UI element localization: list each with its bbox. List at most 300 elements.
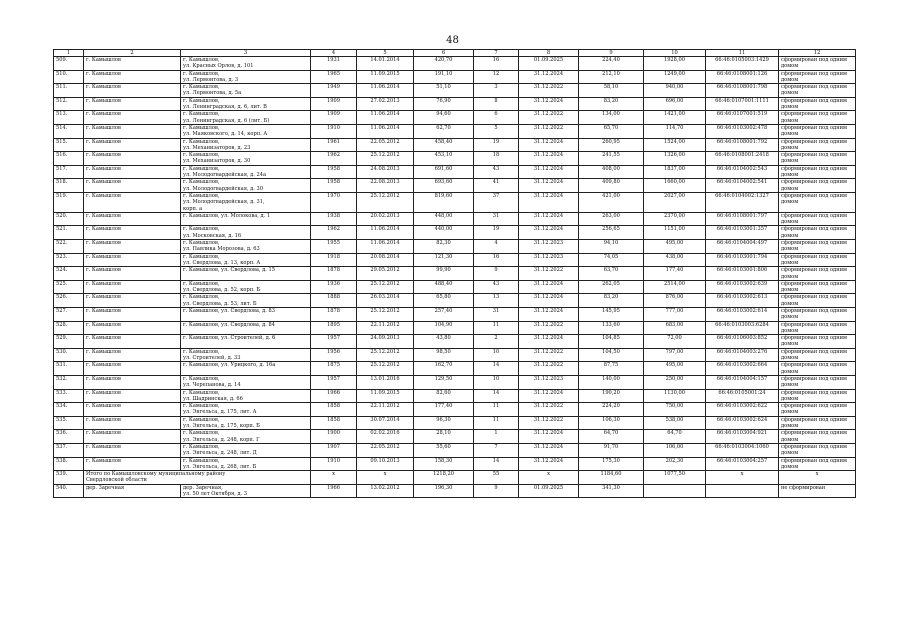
cadastral-number-cell: 66:46:0104002:541 bbox=[706, 179, 779, 193]
area-cell: 408,00 bbox=[579, 165, 644, 179]
area-cell: 82,60 bbox=[414, 389, 474, 403]
deadline-cell: 31.12.2022 bbox=[519, 416, 579, 430]
area-cell: 224,40 bbox=[579, 57, 644, 71]
total-cell: x bbox=[311, 471, 357, 485]
land-status-cell: сформирован под одним домом bbox=[779, 111, 856, 125]
land-area-cell: 1326,00 bbox=[644, 152, 706, 166]
residents-cell: 41 bbox=[474, 179, 519, 193]
municipality-cell: г. Камышлов bbox=[84, 212, 181, 226]
municipality-cell: г. Камышлов bbox=[84, 192, 181, 212]
area-cell: 453,10 bbox=[414, 152, 474, 166]
year-cell: 1958 bbox=[311, 165, 357, 179]
residents-cell: 43 bbox=[474, 165, 519, 179]
municipality-cell: г. Камышлов bbox=[84, 443, 181, 457]
land-area-cell: 1151,00 bbox=[644, 226, 706, 240]
address-cell: г. Камышлов, ул. Ленинградская, д. 6 (лит. Б) bbox=[181, 111, 311, 125]
residents-cell: 4 bbox=[474, 240, 519, 254]
date-cell: 24.08.2013 bbox=[357, 165, 414, 179]
address-cell: г. Камышлов, ул. Строителей, д. 33 bbox=[181, 348, 311, 362]
area-cell: 458,40 bbox=[414, 138, 474, 152]
row-number: 511. bbox=[54, 84, 84, 98]
total-cell: x bbox=[519, 471, 579, 485]
address-cell: г. Камышлов, ул. Молодогвардейская, д. 30 bbox=[181, 179, 311, 193]
area-cell: 83,20 bbox=[579, 97, 644, 111]
row-number: 537. bbox=[54, 443, 84, 457]
municipality-cell: г. Камышлов bbox=[84, 280, 181, 294]
area-cell: 420,70 bbox=[414, 57, 474, 71]
deadline-cell: 31.12.2024 bbox=[519, 280, 579, 294]
table-row bbox=[54, 416, 856, 430]
land-area-cell: 1421,00 bbox=[644, 111, 706, 125]
year-cell: 1878 bbox=[311, 307, 357, 321]
address-cell: г. Камышлов, ул. Энгельса, д. 268, лит. Б bbox=[181, 457, 311, 471]
residents-cell: 11 bbox=[474, 403, 519, 417]
land-status-cell: сформирован под одним домом bbox=[779, 443, 856, 457]
date-cell: 11.06.2014 bbox=[357, 240, 414, 254]
residents-cell: 6 bbox=[474, 111, 519, 125]
land-status-cell: сформирован под одним домом bbox=[779, 212, 856, 226]
deadline-cell: 31.12.2024 bbox=[519, 389, 579, 403]
deadline-cell: 31.12.2024 bbox=[519, 192, 579, 212]
municipality-cell: г. Камышлов bbox=[84, 152, 181, 166]
deadline-cell: 31.12.2023 bbox=[519, 253, 579, 267]
table-row bbox=[54, 457, 856, 471]
total-cell: x bbox=[706, 471, 779, 485]
date-cell: 22.11.2012 bbox=[357, 321, 414, 335]
land-status-cell: сформирован под одним домом bbox=[779, 294, 856, 308]
land-status-cell: сформирован под одним домом bbox=[779, 457, 856, 471]
area-cell: 212,10 bbox=[579, 70, 644, 84]
row-number: 514. bbox=[54, 124, 84, 138]
date-cell: 09.10.2013 bbox=[357, 457, 414, 471]
residents-cell: 37 bbox=[474, 192, 519, 212]
deadline-cell: 31.12.2023 bbox=[519, 375, 579, 389]
land-status-cell: сформирован под одним домом bbox=[779, 124, 856, 138]
municipality-cell: г. Камышлов bbox=[84, 226, 181, 240]
municipality-cell: г. Камышлов bbox=[84, 57, 181, 71]
address-cell: г. Камышлов, ул. Свердлова, д. 84 bbox=[181, 321, 311, 335]
year-cell: 1858 bbox=[311, 416, 357, 430]
row-number: 521. bbox=[54, 226, 84, 240]
land-area-cell: 696,00 bbox=[644, 97, 706, 111]
land-status-cell: сформирован под одним домом bbox=[779, 375, 856, 389]
row-number: 532. bbox=[54, 375, 84, 389]
table-row bbox=[54, 253, 856, 267]
year-cell: 1956 bbox=[311, 348, 357, 362]
municipality-cell: г. Камышлов bbox=[84, 138, 181, 152]
deadline-cell: 31.12.2024 bbox=[519, 212, 579, 226]
total-cell: 55 bbox=[474, 471, 519, 485]
land-area-cell: 876,00 bbox=[644, 294, 706, 308]
address-cell: г. Камышлов, ул. Красных Орлов, д. 101 bbox=[181, 57, 311, 71]
address-cell: г. Камышлов, ул. Свердлова, д. 83 bbox=[181, 307, 311, 321]
residents-cell: 14 bbox=[474, 362, 519, 376]
area-cell: 94,60 bbox=[414, 111, 474, 125]
municipality-cell: г. Камышлов bbox=[84, 294, 181, 308]
address-cell: г. Камышлов, ул. Молодогвардейская, д. 31, корп. а bbox=[181, 192, 311, 212]
row-number: 516. bbox=[54, 152, 84, 166]
residents-cell: 43 bbox=[474, 280, 519, 294]
year-cell: 1910 bbox=[311, 457, 357, 471]
land-status-cell: сформирован под одним домом bbox=[779, 84, 856, 98]
area-cell: 241,55 bbox=[579, 152, 644, 166]
table-row bbox=[54, 124, 856, 138]
municipality-cell: г. Камышлов bbox=[84, 165, 181, 179]
column-header: 4 bbox=[311, 50, 357, 57]
area-cell: 260,95 bbox=[579, 138, 644, 152]
table-row bbox=[54, 179, 856, 193]
land-status-cell: сформирован под одним домом bbox=[779, 97, 856, 111]
year-cell: 1966 bbox=[311, 389, 357, 403]
table-row bbox=[54, 430, 856, 444]
row-number: 533. bbox=[54, 389, 84, 403]
total-row bbox=[54, 471, 856, 485]
residents-cell: 12 bbox=[474, 70, 519, 84]
land-status-cell: сформирован под одним домом bbox=[779, 253, 856, 267]
column-header: 7 bbox=[474, 50, 519, 57]
column-header: 10 bbox=[644, 50, 706, 57]
address-cell: г. Камышлов, ул. Свердлова, д. 15 bbox=[181, 267, 311, 281]
table-row bbox=[54, 294, 856, 308]
deadline-cell: 01.09.2025 bbox=[519, 484, 579, 498]
year-cell: 1858 bbox=[311, 403, 357, 417]
residents-cell: 9 bbox=[474, 267, 519, 281]
total-cell: 1218,20 bbox=[414, 471, 474, 485]
cadastral-number-cell: 66:46:0103004:921 bbox=[706, 430, 779, 444]
land-area-cell: 250,00 bbox=[644, 375, 706, 389]
area-cell: 263,00 bbox=[579, 212, 644, 226]
year-cell: 1962 bbox=[311, 226, 357, 240]
residents-cell: 10 bbox=[474, 348, 519, 362]
land-status-cell: сформирован под одним домом bbox=[779, 70, 856, 84]
land-area-cell bbox=[644, 484, 706, 498]
address-cell: г. Камышлов, ул. Механизаторов, д. 30 bbox=[181, 152, 311, 166]
land-area-cell: 72,00 bbox=[644, 335, 706, 349]
table-row bbox=[54, 403, 856, 417]
municipality-cell: г. Камышлов bbox=[84, 430, 181, 444]
table-row bbox=[54, 362, 856, 376]
area-cell: 262,05 bbox=[579, 280, 644, 294]
row-number: 523. bbox=[54, 253, 84, 267]
page-number: 48 bbox=[446, 35, 459, 46]
date-cell: 27.02.2013 bbox=[357, 97, 414, 111]
area-cell: 691,60 bbox=[414, 165, 474, 179]
area-cell: 145,95 bbox=[579, 307, 644, 321]
residents-cell: 13 bbox=[474, 294, 519, 308]
residents-cell: 10 bbox=[474, 375, 519, 389]
area-cell: 76,90 bbox=[414, 97, 474, 111]
year-cell: 1958 bbox=[311, 179, 357, 193]
residents-cell: 31 bbox=[474, 307, 519, 321]
residents-cell: 16 bbox=[474, 253, 519, 267]
area-cell: 177,40 bbox=[414, 403, 474, 417]
area-cell: 256,65 bbox=[579, 226, 644, 240]
land-area-cell: 114,70 bbox=[644, 124, 706, 138]
land-area-cell: 438,00 bbox=[644, 253, 706, 267]
year-cell: 1918 bbox=[311, 253, 357, 267]
land-status-cell: сформирован под одним домом bbox=[779, 403, 856, 417]
year-cell: 1962 bbox=[311, 152, 357, 166]
municipality-cell: дер. Заречная bbox=[84, 484, 181, 498]
deadline-cell: 31.12.2024 bbox=[519, 294, 579, 308]
address-cell: г. Камышлов, ул. Молодогвардейская, д. 24а bbox=[181, 165, 311, 179]
year-cell: 1965 bbox=[311, 70, 357, 84]
deadline-cell: 31.12.2024 bbox=[519, 179, 579, 193]
area-cell: 91,70 bbox=[579, 443, 644, 457]
table-row bbox=[54, 192, 856, 212]
land-status-cell: сформирован под одним домом bbox=[779, 240, 856, 254]
area-cell: 421,00 bbox=[579, 192, 644, 212]
date-cell: 20.02.2013 bbox=[357, 212, 414, 226]
deadline-cell: 31.12.2022 bbox=[519, 84, 579, 98]
residents-cell: 14 bbox=[474, 389, 519, 403]
column-header: 8 bbox=[519, 50, 579, 57]
table-row bbox=[54, 70, 856, 84]
land-area-cell: 2027,00 bbox=[644, 192, 706, 212]
cadastral-number-cell: 66:46:0108001:2418 bbox=[706, 152, 779, 166]
deadline-cell: 31.12.2024 bbox=[519, 70, 579, 84]
land-status-cell: сформирован под одним домом bbox=[779, 226, 856, 240]
address-cell: г. Камышлов, ул. Свердлова, д. 52, корп. Б bbox=[181, 280, 311, 294]
date-cell: 20.08.2014 bbox=[357, 253, 414, 267]
row-number: 527. bbox=[54, 307, 84, 321]
address-cell: г. Камышлов, ул. Энгельса, д. 248, корп. Г bbox=[181, 430, 311, 444]
land-status-cell: сформирован под одним домом bbox=[779, 152, 856, 166]
municipality-cell: г. Камышлов bbox=[84, 362, 181, 376]
address-cell: г. Камышлов, ул. Молокова, д. 1 bbox=[181, 212, 311, 226]
row-number: 524. bbox=[54, 267, 84, 281]
row-number: 531. bbox=[54, 362, 84, 376]
area-cell: 819,60 bbox=[414, 192, 474, 212]
date-cell: 22.11.2012 bbox=[357, 403, 414, 417]
municipality-cell: г. Камышлов bbox=[84, 111, 181, 125]
residents-cell: 5 bbox=[474, 124, 519, 138]
municipality-cell: г. Камышлов bbox=[84, 70, 181, 84]
row-number: 536. bbox=[54, 430, 84, 444]
table-row bbox=[54, 335, 856, 349]
table-row bbox=[54, 443, 856, 457]
area-cell: 63,70 bbox=[579, 267, 644, 281]
land-status-cell: сформирован под одним домом bbox=[779, 348, 856, 362]
deadline-cell: 31.12.2022 bbox=[519, 403, 579, 417]
address-cell: г. Камышлов, ул. Энгельса, д. 248, лит. Д bbox=[181, 443, 311, 457]
row-number: 526. bbox=[54, 294, 84, 308]
deadline-cell: 31.12.2022 bbox=[519, 321, 579, 335]
land-status-cell: сформирован под одним домом bbox=[779, 165, 856, 179]
row-number: 509. bbox=[54, 57, 84, 71]
row-number: 522. bbox=[54, 240, 84, 254]
area-cell: 62,70 bbox=[414, 124, 474, 138]
address-cell: г. Камышлов, ул. Шадринская, д. 66 bbox=[181, 389, 311, 403]
table-row bbox=[54, 111, 856, 125]
table-row bbox=[54, 138, 856, 152]
table-row bbox=[54, 280, 856, 294]
date-cell: 14.01.2014 bbox=[357, 57, 414, 71]
deadline-cell: 31.12.2024 bbox=[519, 443, 579, 457]
date-cell: 11.06.2014 bbox=[357, 226, 414, 240]
row-number: 530. bbox=[54, 348, 84, 362]
area-cell: 64,70 bbox=[579, 430, 644, 444]
year-cell: 1875 bbox=[311, 362, 357, 376]
area-cell: 58,10 bbox=[579, 84, 644, 98]
table-row bbox=[54, 484, 856, 498]
row-number: 534. bbox=[54, 403, 84, 417]
deadline-cell: 31.12.2022 bbox=[519, 267, 579, 281]
date-cell: 11.06.2014 bbox=[357, 124, 414, 138]
area-cell: 190,20 bbox=[579, 389, 644, 403]
land-status-cell: сформирован под одним домом bbox=[779, 389, 856, 403]
deadline-cell: 31.12.2023 bbox=[519, 240, 579, 254]
cadastral-number-cell: 66:46:0103002:624 bbox=[706, 416, 779, 430]
area-cell: 99,90 bbox=[414, 267, 474, 281]
year-cell: 1966 bbox=[311, 484, 357, 498]
residents-cell: 1 bbox=[474, 430, 519, 444]
address-cell: г. Камышлов, ул. Лермонтова, д. 3 bbox=[181, 70, 311, 84]
area-cell: 488,40 bbox=[414, 280, 474, 294]
area-cell: 104,85 bbox=[579, 335, 644, 349]
date-cell: 22.05.2012 bbox=[357, 138, 414, 152]
row-number: 519. bbox=[54, 192, 84, 212]
land-area-cell: 495,00 bbox=[644, 240, 706, 254]
area-cell: 191,10 bbox=[414, 70, 474, 84]
land-area-cell: 683,00 bbox=[644, 321, 706, 335]
area-cell: 129,50 bbox=[414, 375, 474, 389]
area-cell: 133,60 bbox=[579, 321, 644, 335]
area-cell: 448,00 bbox=[414, 212, 474, 226]
cadastral-number-cell: 66:46:0103002:478 bbox=[706, 124, 779, 138]
year-cell: 1955 bbox=[311, 240, 357, 254]
municipality-cell: г. Камышлов bbox=[84, 179, 181, 193]
municipality-cell: г. Камышлов bbox=[84, 321, 181, 335]
cadastral-number-cell: 66:46:0103001:806 bbox=[706, 267, 779, 281]
table-row bbox=[54, 84, 856, 98]
table-row bbox=[54, 389, 856, 403]
municipality-cell: г. Камышлов bbox=[84, 124, 181, 138]
area-cell: 65,70 bbox=[579, 124, 644, 138]
row-number: 518. bbox=[54, 179, 84, 193]
area-cell: 121,30 bbox=[414, 253, 474, 267]
deadline-cell: 31.12.2024 bbox=[519, 97, 579, 111]
column-header: 11 bbox=[706, 50, 779, 57]
residents-cell: 3 bbox=[474, 84, 519, 98]
table-row bbox=[54, 212, 856, 226]
residents-cell: 8 bbox=[474, 97, 519, 111]
area-cell: 87,75 bbox=[579, 362, 644, 376]
year-cell: 1910 bbox=[311, 124, 357, 138]
deadline-cell: 31.12.2024 bbox=[519, 152, 579, 166]
deadline-cell: 31.12.2024 bbox=[519, 307, 579, 321]
residents-cell: 19 bbox=[474, 138, 519, 152]
table-row bbox=[54, 375, 856, 389]
cadastral-number-cell: 66:46:0106003:852 bbox=[706, 335, 779, 349]
area-cell: 440,00 bbox=[414, 226, 474, 240]
land-status-cell: сформирован под одним домом bbox=[779, 321, 856, 335]
area-cell: 693,60 bbox=[414, 179, 474, 193]
municipality-cell: г. Камышлов bbox=[84, 253, 181, 267]
cadastral-number-cell: 66:46:0107001:519 bbox=[706, 111, 779, 125]
table-row bbox=[54, 57, 856, 71]
address-cell: г. Камышлов, ул. Московская, д. 16 bbox=[181, 226, 311, 240]
municipality-cell: г. Камышлов bbox=[84, 348, 181, 362]
cadastral-number-cell: 66:46:0104002:1327 bbox=[706, 192, 779, 212]
area-cell: 196,30 bbox=[414, 484, 474, 498]
residents-cell: 11 bbox=[474, 416, 519, 430]
land-status-cell: сформирован под одним домом bbox=[779, 430, 856, 444]
address-cell: дер. Заречная, ул. 50 лет Октября, д. 3 bbox=[181, 484, 311, 498]
area-cell: 98,50 bbox=[414, 348, 474, 362]
municipality-cell: г. Камышлов bbox=[84, 335, 181, 349]
municipality-cell: г. Камышлов bbox=[84, 389, 181, 403]
land-area-cell: 106,00 bbox=[644, 443, 706, 457]
year-cell: 1878 bbox=[311, 267, 357, 281]
municipality-cell: г. Камышлов bbox=[84, 416, 181, 430]
date-cell: 25.12.2012 bbox=[357, 362, 414, 376]
date-cell: 13.01.2016 bbox=[357, 375, 414, 389]
total-row-number: 539. bbox=[54, 471, 84, 485]
year-cell: 1949 bbox=[311, 84, 357, 98]
cadastral-number-cell: 66:46:0108001:798 bbox=[706, 84, 779, 98]
area-cell: 74,05 bbox=[579, 253, 644, 267]
cadastral-number-cell: 66:46:0103002:613 bbox=[706, 294, 779, 308]
residents-cell: 9 bbox=[474, 484, 519, 498]
date-cell: 11.06.2014 bbox=[357, 111, 414, 125]
date-cell: 25.12.2012 bbox=[357, 192, 414, 212]
table-row bbox=[54, 152, 856, 166]
land-area-cell: 202,30 bbox=[644, 457, 706, 471]
municipality-cell: г. Камышлов bbox=[84, 403, 181, 417]
date-cell: 25.12.2012 bbox=[357, 307, 414, 321]
table-row bbox=[54, 267, 856, 281]
land-status-cell: сформирован под одним домом bbox=[779, 362, 856, 376]
year-cell: 1936 bbox=[311, 280, 357, 294]
date-cell: 24.09.2013 bbox=[357, 335, 414, 349]
row-number: 529. bbox=[54, 335, 84, 349]
land-area-cell: 750,00 bbox=[644, 403, 706, 417]
column-header: 9 bbox=[579, 50, 644, 57]
cadastral-number-cell: 66:46:0105003:1429 bbox=[706, 57, 779, 71]
land-status-cell: не сформирован bbox=[779, 484, 856, 498]
total-row-label: Итого по Камышловскому муниципальному району Свердловской области bbox=[84, 471, 311, 485]
row-number: 540. bbox=[54, 484, 84, 498]
cadastral-number-cell: 66:46:0104004:497 bbox=[706, 240, 779, 254]
table-row bbox=[54, 321, 856, 335]
year-cell: 1888 bbox=[311, 294, 357, 308]
table-row bbox=[54, 307, 856, 321]
date-cell: 11.09.2015 bbox=[357, 70, 414, 84]
cadastral-number-cell: 66:46:0103004:1060 bbox=[706, 443, 779, 457]
deadline-cell: 31.12.2022 bbox=[519, 111, 579, 125]
residents-cell: 14 bbox=[474, 457, 519, 471]
address-cell: г. Камышлов, ул. Энгельса, д. 175, корп. Б bbox=[181, 416, 311, 430]
cadastral-number-cell: 66:46:0108001:797 bbox=[706, 212, 779, 226]
residents-cell: 31 bbox=[474, 212, 519, 226]
year-cell: 1957 bbox=[311, 335, 357, 349]
residents-cell: 7 bbox=[474, 443, 519, 457]
deadline-cell: 31.12.2024 bbox=[519, 430, 579, 444]
year-cell: 1907 bbox=[311, 443, 357, 457]
column-header: 12 bbox=[779, 50, 856, 57]
land-status-cell: сформирован под одним домом bbox=[779, 192, 856, 212]
total-cell: 1077,50 bbox=[644, 471, 706, 485]
land-area-cell: 538,00 bbox=[644, 416, 706, 430]
area-cell: 104,50 bbox=[579, 348, 644, 362]
area-cell: 162,70 bbox=[414, 362, 474, 376]
land-area-cell: 1130,00 bbox=[644, 389, 706, 403]
land-area-cell: 1928,00 bbox=[644, 57, 706, 71]
address-cell: г. Камышлов, ул. Ленинградская, д. 6, лит. В bbox=[181, 97, 311, 111]
table-row bbox=[54, 226, 856, 240]
year-cell: 1931 bbox=[311, 57, 357, 71]
